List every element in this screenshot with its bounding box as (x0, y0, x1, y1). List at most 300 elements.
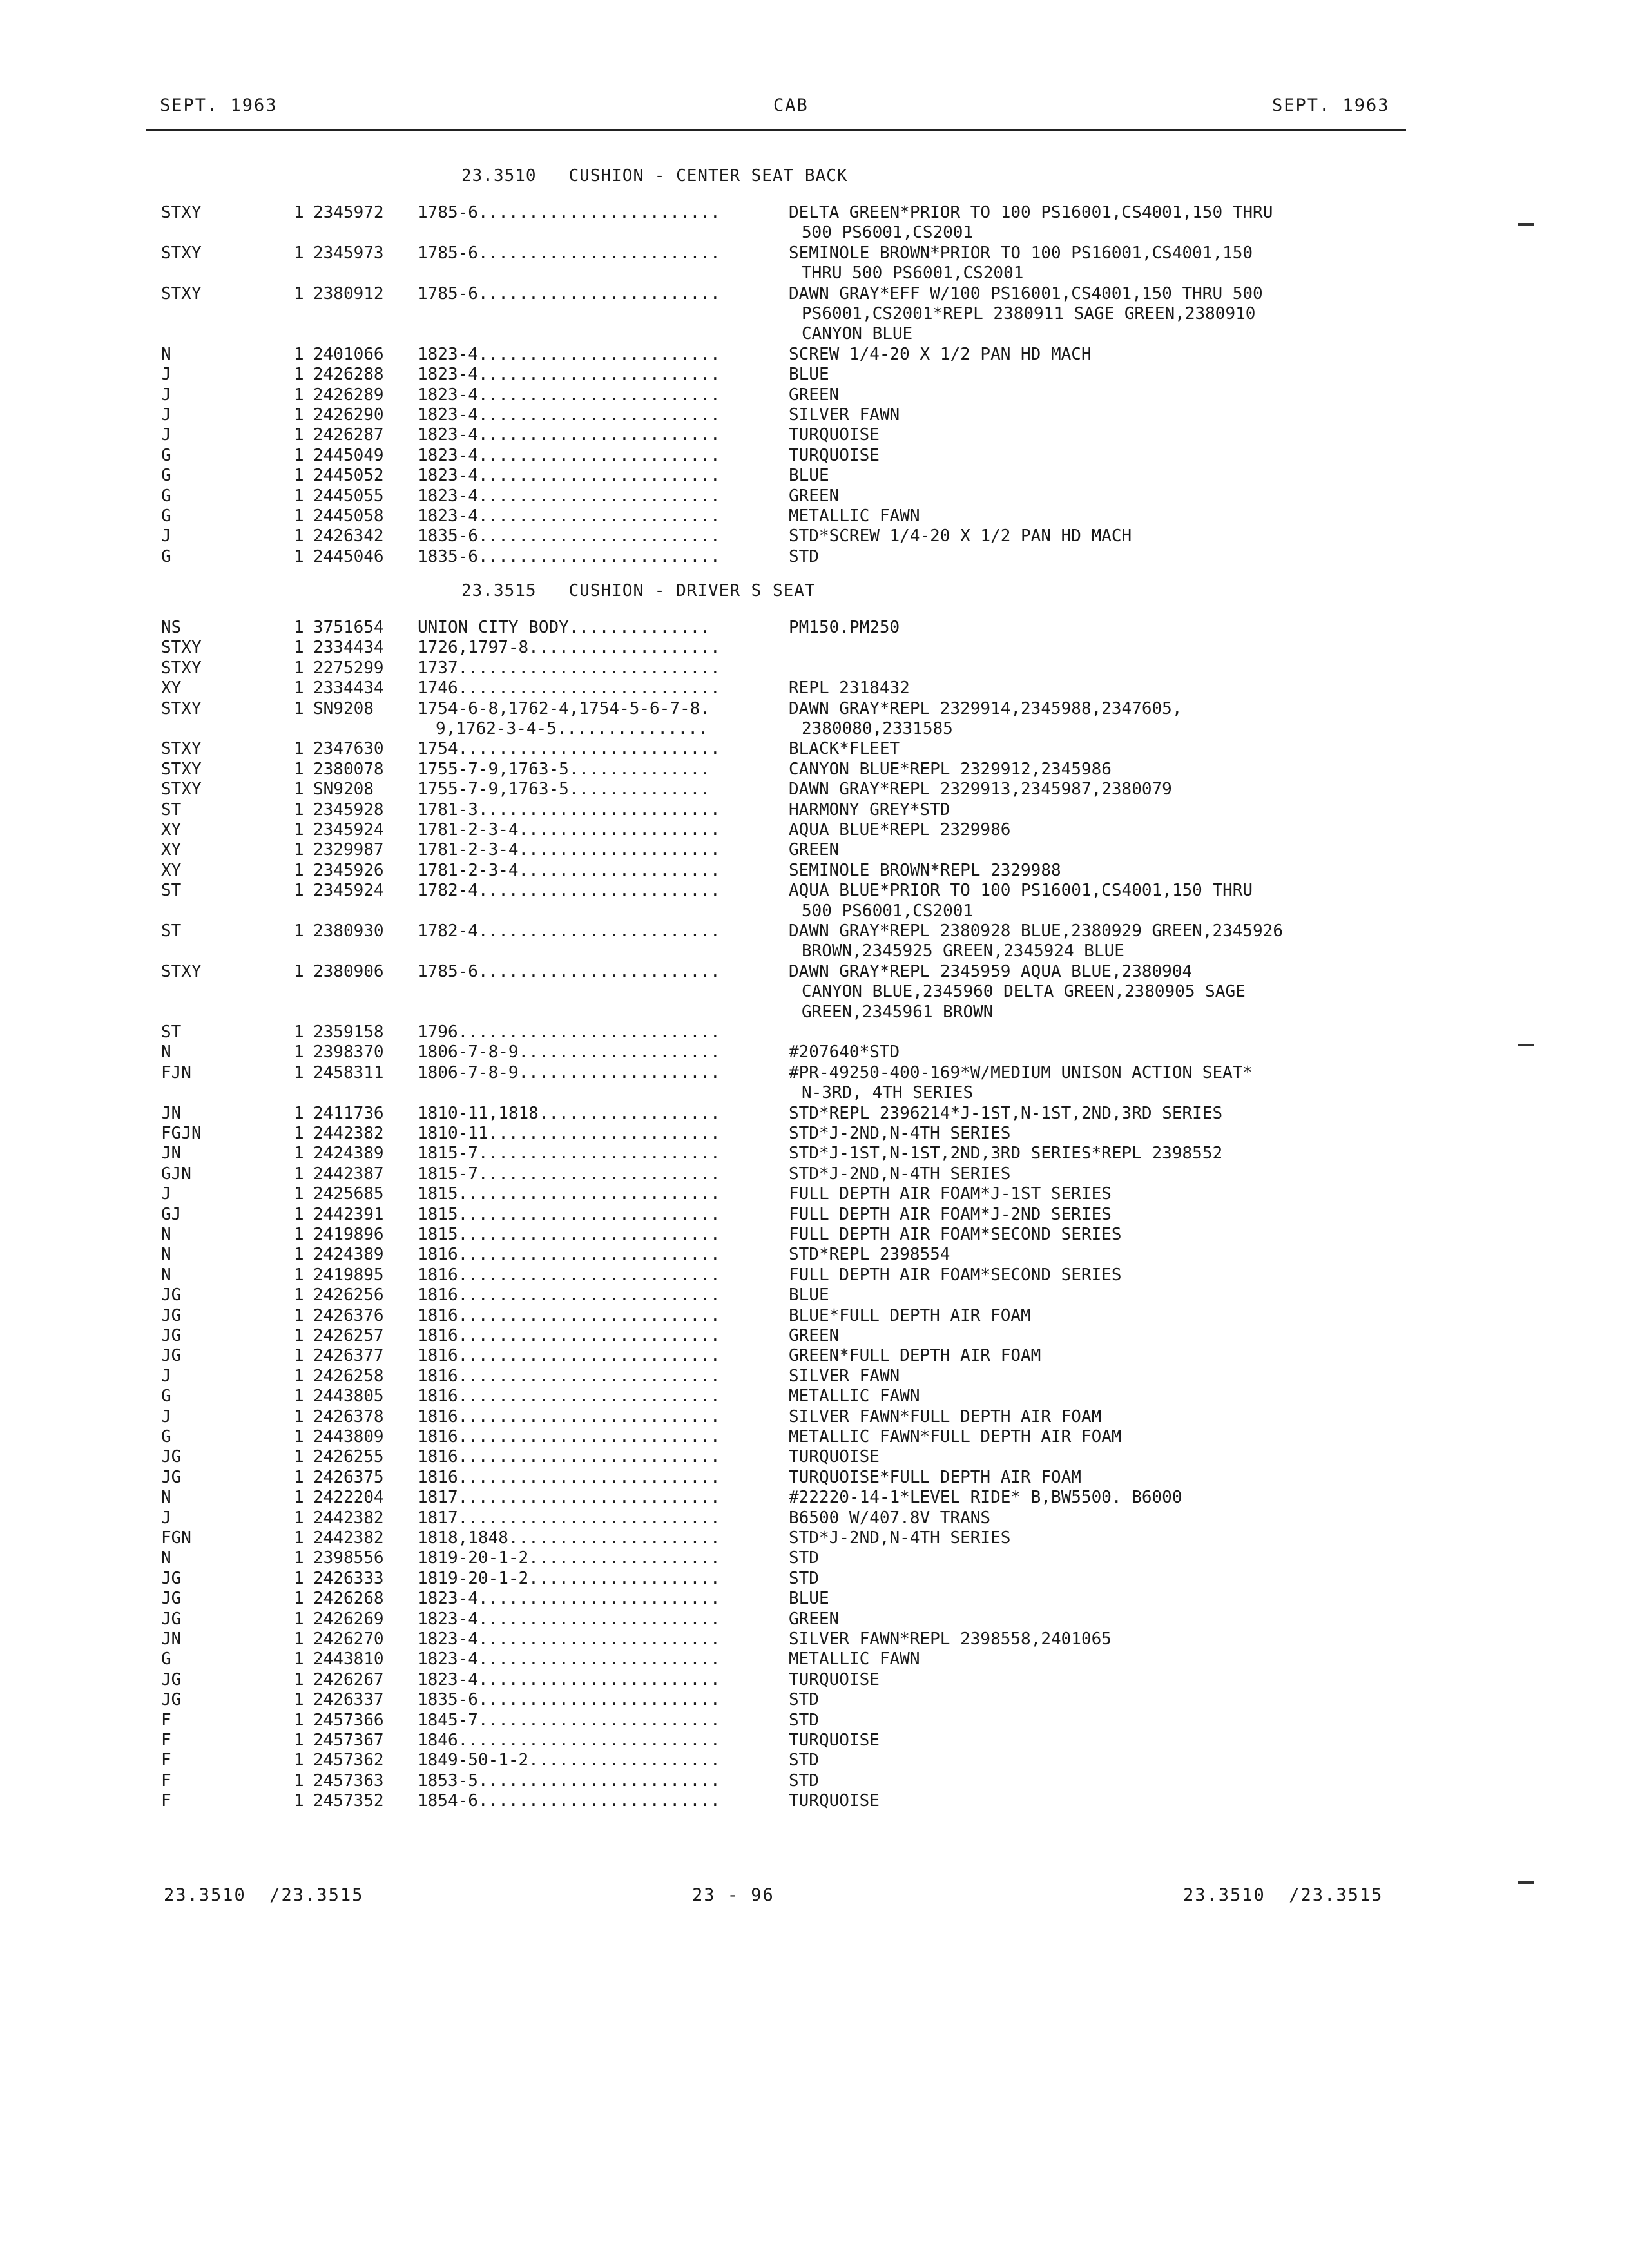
model-code: JG (161, 1610, 182, 1629)
model-code: STXY (161, 638, 202, 657)
quantity: 1 (294, 1711, 304, 1730)
description: GREEN*FULL DEPTH AIR FOAM (789, 1346, 1041, 1365)
model-code: ST (161, 881, 182, 900)
quantity: 1 (294, 284, 304, 303)
part-number: 2442382 (313, 1528, 384, 1548)
model-code: G (161, 446, 171, 465)
model-range: 1796.......................... (418, 1023, 720, 1042)
part-row (0, 1508, 1629, 1528)
part-row-continuation (0, 323, 1629, 344)
part-number: 2345928 (313, 800, 384, 820)
description: BLUE (789, 1285, 829, 1305)
model-code: STXY (161, 658, 202, 678)
model-code: FJN (161, 1063, 191, 1082)
part-number: 2442382 (313, 1124, 384, 1143)
model-range: 1823-4........................ (418, 1610, 720, 1629)
part-row-continuation (0, 941, 1629, 961)
model-range: 1816.......................... (418, 1326, 720, 1345)
model-range: 1835-6........................ (418, 547, 720, 566)
model-code: FGN (161, 1528, 191, 1548)
part-row (0, 1123, 1629, 1144)
model-code: F (161, 1731, 171, 1750)
description-continued: THRU 500 PS6001,CS2001 (802, 264, 1024, 283)
description-continued: 500 PS6001,CS2001 (802, 223, 974, 242)
quantity: 1 (294, 466, 304, 485)
quantity: 1 (294, 1205, 304, 1224)
model-range: 1781-2-3-4.................... (418, 861, 720, 880)
part-number: 2345924 (313, 881, 384, 900)
model-range: 1823-4........................ (418, 425, 720, 445)
part-row (0, 1609, 1629, 1629)
description: GREEN (789, 840, 840, 860)
part-number: 2426269 (313, 1610, 384, 1629)
quantity: 1 (294, 780, 304, 799)
quantity: 1 (294, 881, 304, 900)
part-number: 2426337 (313, 1690, 384, 1709)
part-row (0, 425, 1629, 445)
quantity: 1 (294, 1447, 304, 1466)
description: GREEN (789, 385, 840, 405)
quantity: 1 (294, 1306, 304, 1325)
description: TURQUOISE (789, 1731, 880, 1750)
part-number: 2424389 (313, 1245, 384, 1264)
model-range: 1816.......................... (418, 1387, 720, 1406)
part-row (0, 1103, 1629, 1124)
part-row (0, 1548, 1629, 1568)
model-code: G (161, 466, 171, 485)
model-range: 1815.......................... (418, 1184, 720, 1204)
description: FULL DEPTH AIR FOAM*J-2ND SERIES (789, 1205, 1112, 1224)
part-number: 2275299 (313, 658, 384, 678)
model-code: J (161, 526, 171, 546)
part-row (0, 800, 1629, 820)
part-number: 2445049 (313, 446, 384, 465)
model-range: 1754-6-8,1762-4,1754-5-6-7-8. (418, 699, 710, 718)
part-row (0, 779, 1629, 800)
model-range: 1823-4........................ (418, 1589, 720, 1608)
part-number: 2443810 (313, 1649, 384, 1669)
description: STD (789, 1771, 819, 1791)
description: BLUE (789, 466, 829, 485)
model-code: G (161, 506, 171, 526)
part-row (0, 1771, 1629, 1791)
model-code: N (161, 1245, 171, 1264)
description: BLUE (789, 365, 829, 384)
part-row-continuation (0, 1002, 1629, 1023)
part-row (0, 1407, 1629, 1427)
quantity: 1 (294, 1649, 304, 1669)
model-range: 1816.......................... (418, 1245, 720, 1264)
part-number: 2411736 (313, 1104, 384, 1123)
description: METALLIC FAWN*FULL DEPTH AIR FOAM (789, 1427, 1122, 1446)
description: TURQUOISE (789, 446, 880, 465)
header-section-title: CAB (773, 95, 809, 115)
quantity: 1 (294, 1043, 304, 1062)
model-code: XY (161, 840, 182, 860)
part-number: 2443809 (313, 1427, 384, 1446)
part-number: 2457366 (313, 1711, 384, 1730)
quantity: 1 (294, 1468, 304, 1487)
part-number: 2334434 (313, 638, 384, 657)
part-number: 2425685 (313, 1184, 384, 1204)
quantity: 1 (294, 1771, 304, 1791)
model-code: G (161, 1427, 171, 1446)
model-range: 1815.......................... (418, 1205, 720, 1224)
model-code: JN (161, 1629, 182, 1649)
model-range: 1810-11....................... (418, 1124, 720, 1143)
model-range: 1816.......................... (418, 1468, 720, 1487)
part-number: 2426287 (313, 425, 384, 445)
part-row-continuation (0, 981, 1629, 1002)
model-range: 1815-7........................ (418, 1144, 720, 1163)
model-range: 1806-7-8-9.................... (418, 1043, 720, 1062)
footer-left-ref: 23.3510 /23.3515 (164, 1885, 364, 1905)
model-range: 1823-4........................ (418, 385, 720, 405)
quantity: 1 (294, 638, 304, 657)
description-continued: BROWN,2345925 GREEN,2345924 BLUE (802, 941, 1124, 961)
description: TURQUOISE (789, 425, 880, 445)
quantity: 1 (294, 840, 304, 860)
model-range: 1823-4........................ (418, 1670, 720, 1689)
model-code: STXY (161, 284, 202, 303)
model-code: JG (161, 1306, 182, 1325)
model-code: JG (161, 1670, 182, 1689)
quantity: 1 (294, 1346, 304, 1365)
description: SILVER FAWN*REPL 2398558,2401065 (789, 1629, 1112, 1649)
quantity: 1 (294, 1427, 304, 1446)
part-number: 2457352 (313, 1791, 384, 1811)
part-row (0, 860, 1629, 881)
description: GREEN (789, 1326, 840, 1345)
quantity: 1 (294, 446, 304, 465)
part-number: 2457363 (313, 1771, 384, 1791)
model-code: J (161, 1508, 171, 1528)
description: CANYON BLUE*REPL 2329912,2345986 (789, 760, 1112, 779)
part-number: 2345973 (313, 244, 384, 263)
header-rule (146, 129, 1406, 131)
part-row (0, 1446, 1629, 1467)
model-code: J (161, 365, 171, 384)
part-row (0, 1588, 1629, 1609)
model-range: 1755-7-9,1763-5.............. (418, 760, 710, 779)
quantity: 1 (294, 1589, 304, 1608)
model-code: XY (161, 820, 182, 840)
description: REPL 2318432 (789, 678, 910, 698)
model-code: STXY (161, 780, 202, 799)
quantity: 1 (294, 800, 304, 820)
model-code: J (161, 1184, 171, 1204)
model-range: 1816.......................... (418, 1407, 720, 1427)
quantity: 1 (294, 1508, 304, 1528)
quantity: 1 (294, 1407, 304, 1427)
part-number: 2426378 (313, 1407, 384, 1427)
part-row (0, 658, 1629, 678)
part-row-continuation (0, 718, 1629, 739)
model-range: 1810-11,1818.................. (418, 1104, 720, 1123)
quantity: 1 (294, 618, 304, 637)
model-code: G (161, 486, 171, 506)
model-range: 1737.......................... (418, 658, 720, 678)
model-code: STXY (161, 244, 202, 263)
part-number: 2445058 (313, 506, 384, 526)
description: TURQUOISE (789, 1670, 880, 1689)
part-number: 2442387 (313, 1164, 384, 1184)
description-continued: 2380080,2331585 (802, 719, 953, 738)
part-row (0, 506, 1629, 526)
model-range: 1806-7-8-9.................... (418, 1063, 720, 1082)
part-row (0, 1325, 1629, 1346)
part-row (0, 1629, 1629, 1649)
model-code: ST (161, 921, 182, 941)
part-number: 2345926 (313, 861, 384, 880)
part-row (0, 1184, 1629, 1204)
model-range: 1823-4........................ (418, 365, 720, 384)
part-number: 2334434 (313, 678, 384, 698)
part-row (0, 243, 1629, 264)
model-code: N (161, 345, 171, 364)
part-row (0, 284, 1629, 304)
page-number: 23 - 96 (692, 1885, 775, 1905)
model-range: 1816.......................... (418, 1367, 720, 1386)
model-code: F (161, 1791, 171, 1811)
description: FULL DEPTH AIR FOAM*SECOND SERIES (789, 1265, 1122, 1285)
quantity: 1 (294, 739, 304, 758)
model-code: STXY (161, 203, 202, 222)
model-range: 1819-20-1-2................... (418, 1569, 720, 1588)
quantity: 1 (294, 1610, 304, 1629)
part-row (0, 1164, 1629, 1184)
model-range: 1781-2-3-4.................... (418, 820, 720, 840)
part-row (0, 486, 1629, 506)
model-code: JG (161, 1468, 182, 1487)
description: DAWN GRAY*REPL 2329914,2345988,2347605, (789, 699, 1182, 718)
description: SCREW 1/4-20 X 1/2 PAN HD MACH (789, 345, 1092, 364)
model-range: 1816.......................... (418, 1346, 720, 1365)
model-range: 1815-7........................ (418, 1164, 720, 1184)
model-range: 1817.......................... (418, 1508, 720, 1528)
part-number: 2426376 (313, 1306, 384, 1325)
quantity: 1 (294, 1124, 304, 1143)
part-row (0, 1669, 1629, 1690)
part-row (0, 1204, 1629, 1225)
model-code: STXY (161, 962, 202, 981)
model-code: N (161, 1488, 171, 1507)
model-code: N (161, 1225, 171, 1244)
part-number: 2426257 (313, 1326, 384, 1345)
part-number: 2426333 (313, 1569, 384, 1588)
part-number: 2426258 (313, 1367, 384, 1386)
part-number: 2426267 (313, 1670, 384, 1689)
part-row-continuation (0, 303, 1629, 324)
part-number: 2458311 (313, 1063, 384, 1082)
part-row (0, 921, 1629, 941)
description: STD*J-2ND,N-4TH SERIES (789, 1528, 1011, 1548)
part-number: SN9208 (313, 780, 384, 799)
model-code: JG (161, 1589, 182, 1608)
model-code: JG (161, 1447, 182, 1466)
description: METALLIC FAWN (789, 1387, 920, 1406)
description: TURQUOISE (789, 1791, 880, 1811)
quantity: 1 (294, 345, 304, 364)
part-number: 2426255 (313, 1447, 384, 1466)
part-row (0, 1649, 1629, 1669)
description: STD (789, 1711, 819, 1730)
margin-mark (1518, 1881, 1534, 1884)
quantity: 1 (294, 861, 304, 880)
part-number: SN9208 (313, 699, 384, 718)
section-title: 23.3515 CUSHION - DRIVER S SEAT (461, 581, 816, 601)
quantity: 1 (294, 547, 304, 566)
part-number: 2380078 (313, 760, 384, 779)
quantity: 1 (294, 1023, 304, 1042)
part-row (0, 1305, 1629, 1326)
model-range: 1782-4........................ (418, 921, 720, 941)
quantity: 1 (294, 1285, 304, 1305)
part-row (0, 364, 1629, 385)
model-code: F (161, 1771, 171, 1791)
model-range: 1819-20-1-2................... (418, 1548, 720, 1568)
model-code: JG (161, 1569, 182, 1588)
part-row-continuation (0, 1082, 1629, 1103)
quantity: 1 (294, 1326, 304, 1345)
part-number: 2426342 (313, 526, 384, 546)
part-number: 2380912 (313, 284, 384, 303)
description: SILVER FAWN (789, 405, 900, 425)
quantity: 1 (294, 1569, 304, 1588)
description: DELTA GREEN*PRIOR TO 100 PS16001,CS4001,150 THRU (789, 203, 1273, 222)
description: FULL DEPTH AIR FOAM*J-1ST SERIES (789, 1184, 1112, 1204)
model-code: F (161, 1711, 171, 1730)
quantity: 1 (294, 1063, 304, 1082)
part-row (0, 1366, 1629, 1387)
model-range: 1823-4........................ (418, 486, 720, 506)
model-range: 1823-4........................ (418, 506, 720, 526)
part-number: 2419895 (313, 1265, 384, 1285)
part-number: 2426289 (313, 385, 384, 405)
part-row-continuation (0, 901, 1629, 921)
part-row (0, 385, 1629, 405)
part-row (0, 1730, 1629, 1751)
part-row (0, 698, 1629, 719)
part-row (0, 678, 1629, 698)
part-number: 2398370 (313, 1043, 384, 1062)
description: STD (789, 1548, 819, 1568)
part-number: 2345924 (313, 820, 384, 840)
part-row (0, 445, 1629, 466)
part-row (0, 1022, 1629, 1043)
description: STD*REPL 2396214*J-1ST,N-1ST,2ND,3RD SERIES (789, 1104, 1223, 1123)
model-code: G (161, 1649, 171, 1669)
description-continued: CANYON BLUE (802, 324, 913, 343)
quantity: 1 (294, 760, 304, 779)
quantity: 1 (294, 658, 304, 678)
description: STD*REPL 2398554 (789, 1245, 950, 1264)
part-row (0, 738, 1629, 759)
quantity: 1 (294, 425, 304, 445)
part-number: 2347630 (313, 739, 384, 758)
footer-right-ref: 23.3510 /23.3515 (1183, 1885, 1383, 1905)
part-row (0, 820, 1629, 840)
quantity: 1 (294, 526, 304, 546)
quantity: 1 (294, 1731, 304, 1750)
description: STD*J-1ST,N-1ST,2ND,3RD SERIES*REPL 2398552 (789, 1144, 1223, 1163)
part-number: 2380930 (313, 921, 384, 941)
description: STD*J-2ND,N-4TH SERIES (789, 1124, 1011, 1143)
description: METALLIC FAWN (789, 506, 920, 526)
model-range: 1823-4........................ (418, 345, 720, 364)
quantity: 1 (294, 921, 304, 941)
part-number: 2426256 (313, 1285, 384, 1305)
model-code: JG (161, 1326, 182, 1345)
model-code: XY (161, 861, 182, 880)
quantity: 1 (294, 1367, 304, 1386)
part-row (0, 617, 1629, 638)
description: BLACK*FLEET (789, 739, 900, 758)
part-number: 2457367 (313, 1731, 384, 1750)
part-number: 2445046 (313, 547, 384, 566)
description: DAWN GRAY*REPL 2329913,2345987,2380079 (789, 780, 1172, 799)
quantity: 1 (294, 365, 304, 384)
model-range: 1785-6........................ (418, 203, 720, 222)
part-number: 2426270 (313, 1629, 384, 1649)
description: TURQUOISE*FULL DEPTH AIR FOAM (789, 1468, 1081, 1487)
quantity: 1 (294, 1164, 304, 1184)
part-row (0, 1345, 1629, 1366)
quantity: 1 (294, 1548, 304, 1568)
description: AQUA BLUE*REPL 2329986 (789, 820, 1011, 840)
part-number: 2424389 (313, 1144, 384, 1163)
part-row (0, 1750, 1629, 1771)
model-code: JG (161, 1346, 182, 1365)
part-number: 2426375 (313, 1468, 384, 1487)
model-range: 1785-6........................ (418, 962, 720, 981)
quantity: 1 (294, 1387, 304, 1406)
part-row (0, 1689, 1629, 1710)
model-range: 1816.......................... (418, 1265, 720, 1285)
description: DAWN GRAY*EFF W/100 PS16001,CS4001,150 THRU 500 (789, 284, 1263, 303)
quantity: 1 (294, 699, 304, 718)
part-row (0, 1528, 1629, 1548)
quantity: 1 (294, 1144, 304, 1163)
model-range: 1846.......................... (418, 1731, 720, 1750)
part-number: 2445052 (313, 466, 384, 485)
margin-mark (1518, 1044, 1534, 1046)
model-code: JN (161, 1104, 182, 1123)
part-number: 2359158 (313, 1023, 384, 1042)
model-code: J (161, 385, 171, 405)
model-range: 1746.......................... (418, 678, 720, 698)
part-row-continuation (0, 263, 1629, 284)
part-row (0, 1042, 1629, 1062)
model-code: XY (161, 678, 182, 698)
part-row (0, 1427, 1629, 1447)
description-continued: 500 PS6001,CS2001 (802, 901, 974, 921)
description: STD*SCREW 1/4-20 X 1/2 PAN HD MACH (789, 526, 1132, 546)
part-number: 2329987 (313, 840, 384, 860)
model-range: 1755-7-9,1763-5.............. (418, 780, 710, 799)
model-range: 1726,1797-8................... (418, 638, 720, 657)
quantity: 1 (294, 1629, 304, 1649)
description: STD (789, 547, 819, 566)
model-range: 1781-2-3-4.................... (418, 840, 720, 860)
part-row (0, 1568, 1629, 1589)
model-range: 1823-4........................ (418, 1629, 720, 1649)
part-row (0, 1487, 1629, 1508)
part-row (0, 1244, 1629, 1265)
part-number: 2426290 (313, 405, 384, 425)
quantity: 1 (294, 405, 304, 425)
description: BLUE*FULL DEPTH AIR FOAM (789, 1306, 1031, 1325)
